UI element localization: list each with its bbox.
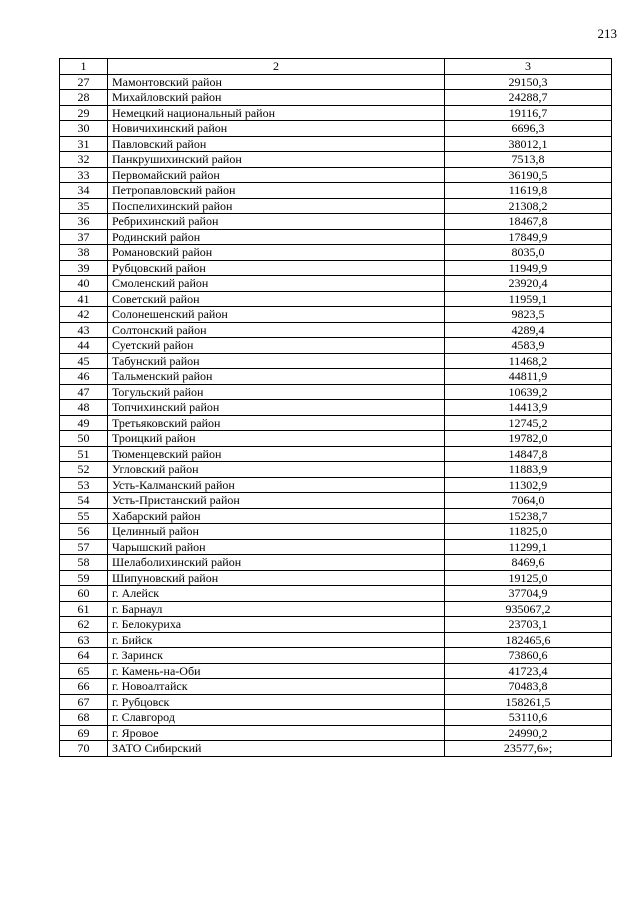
district-name-cell: Тогульский район — [108, 384, 445, 400]
row-number-cell: 32 — [60, 152, 108, 168]
amount-cell: 11959,1 — [445, 291, 612, 307]
district-name-cell: Первомайский район — [108, 167, 445, 183]
table-header-row — [60, 59, 612, 75]
district-name-cell: Немецкий национальный район — [108, 105, 445, 121]
district-name-cell: г. Славгород — [108, 710, 445, 726]
table-row — [60, 353, 612, 369]
table-row — [60, 121, 612, 137]
row-number-cell: 63 — [60, 632, 108, 648]
table-row — [60, 648, 612, 664]
district-name-cell: г. Белокуриха — [108, 617, 445, 633]
row-number-cell: 48 — [60, 400, 108, 416]
district-name-cell: Солонешенский район — [108, 307, 445, 323]
row-number-cell: 38 — [60, 245, 108, 261]
district-name-cell: Смоленский район — [108, 276, 445, 292]
table-row — [60, 710, 612, 726]
district-name-cell: Шелаболихинский район — [108, 555, 445, 571]
amount-cell: 11883,9 — [445, 462, 612, 478]
district-name-cell: Суетский район — [108, 338, 445, 354]
amount-cell: 935067,2 — [445, 601, 612, 617]
table-row — [60, 183, 612, 199]
row-number-cell: 39 — [60, 260, 108, 276]
row-number-cell: 36 — [60, 214, 108, 230]
amount-cell: 41723,4 — [445, 663, 612, 679]
amount-cell: 4289,4 — [445, 322, 612, 338]
district-name-cell: г. Барнаул — [108, 601, 445, 617]
district-name-cell: Панкрушихинский район — [108, 152, 445, 168]
amount-cell: 9823,5 — [445, 307, 612, 323]
table-row — [60, 586, 612, 602]
column-header-name: 2 — [108, 59, 445, 75]
row-number-cell: 68 — [60, 710, 108, 726]
amount-cell: 37704,9 — [445, 586, 612, 602]
amount-cell: 11825,0 — [445, 524, 612, 540]
row-number-cell: 42 — [60, 307, 108, 323]
amount-cell: 15238,7 — [445, 508, 612, 524]
table-row — [60, 741, 612, 757]
row-number-cell: 61 — [60, 601, 108, 617]
district-name-cell: Целинный район — [108, 524, 445, 540]
row-number-cell: 30 — [60, 121, 108, 137]
amount-cell: 23577,6»; — [445, 741, 612, 757]
district-name-cell: Табунский район — [108, 353, 445, 369]
row-number-cell: 37 — [60, 229, 108, 245]
table-row — [60, 74, 612, 90]
district-name-cell: Рубцовский район — [108, 260, 445, 276]
table-row — [60, 322, 612, 338]
row-number-cell: 58 — [60, 555, 108, 571]
table-row — [60, 384, 612, 400]
table-row — [60, 694, 612, 710]
page-number: 213 — [597, 26, 617, 41]
amount-cell: 7513,8 — [445, 152, 612, 168]
table-row — [60, 632, 612, 648]
district-name-cell: г. Алейск — [108, 586, 445, 602]
row-number-cell: 60 — [60, 586, 108, 602]
row-number-cell: 27 — [60, 74, 108, 90]
amount-cell: 70483,8 — [445, 679, 612, 695]
row-number-cell: 53 — [60, 477, 108, 493]
row-number-cell: 51 — [60, 446, 108, 462]
table-row — [60, 462, 612, 478]
row-number-cell: 43 — [60, 322, 108, 338]
row-number-cell: 56 — [60, 524, 108, 540]
amount-cell: 11302,9 — [445, 477, 612, 493]
district-name-cell: Романовский район — [108, 245, 445, 261]
row-number-cell: 28 — [60, 90, 108, 106]
table-row — [60, 555, 612, 571]
row-number-cell: 55 — [60, 508, 108, 524]
amount-cell: 182465,6 — [445, 632, 612, 648]
table-row — [60, 508, 612, 524]
amount-cell: 10639,2 — [445, 384, 612, 400]
row-number-cell: 45 — [60, 353, 108, 369]
row-number-cell: 66 — [60, 679, 108, 695]
row-number-cell: 35 — [60, 198, 108, 214]
table-row — [60, 725, 612, 741]
amount-cell: 14847,8 — [445, 446, 612, 462]
amount-cell: 18467,8 — [445, 214, 612, 230]
table-row — [60, 229, 612, 245]
district-name-cell: Усть-Пристанский район — [108, 493, 445, 509]
table-row — [60, 524, 612, 540]
district-name-cell: г. Яровое — [108, 725, 445, 741]
table-row — [60, 90, 612, 106]
district-name-cell: Чарышский район — [108, 539, 445, 555]
row-number-cell: 54 — [60, 493, 108, 509]
table-row — [60, 663, 612, 679]
district-name-cell: Третьяковский район — [108, 415, 445, 431]
district-name-cell: Топчихинский район — [108, 400, 445, 416]
district-name-cell: Ребрихинский район — [108, 214, 445, 230]
amount-cell: 23703,1 — [445, 617, 612, 633]
row-number-cell: 70 — [60, 741, 108, 757]
amount-cell: 19125,0 — [445, 570, 612, 586]
district-name-cell: Угловский район — [108, 462, 445, 478]
district-name-cell: Родинский район — [108, 229, 445, 245]
table-row — [60, 493, 612, 509]
table-body — [60, 74, 612, 756]
amount-cell: 12745,2 — [445, 415, 612, 431]
table-row — [60, 245, 612, 261]
row-number-cell: 33 — [60, 167, 108, 183]
row-number-cell: 57 — [60, 539, 108, 555]
table-row — [60, 477, 612, 493]
district-name-cell: г. Новоалтайск — [108, 679, 445, 695]
row-number-cell: 40 — [60, 276, 108, 292]
row-number-cell: 62 — [60, 617, 108, 633]
amount-cell: 19116,7 — [445, 105, 612, 121]
district-name-cell: Солтонский район — [108, 322, 445, 338]
district-name-cell: Шипуновский район — [108, 570, 445, 586]
table-row — [60, 136, 612, 152]
row-number-cell: 64 — [60, 648, 108, 664]
column-header-number: 1 — [60, 59, 108, 75]
district-name-cell: г. Рубцовск — [108, 694, 445, 710]
district-name-cell: Троицкий район — [108, 431, 445, 447]
table-row — [60, 400, 612, 416]
table-row — [60, 570, 612, 586]
amount-cell: 29150,3 — [445, 74, 612, 90]
row-number-cell: 44 — [60, 338, 108, 354]
amount-cell: 6696,3 — [445, 121, 612, 137]
table-row — [60, 617, 612, 633]
row-number-cell: 59 — [60, 570, 108, 586]
table-row — [60, 539, 612, 555]
amount-cell: 21308,2 — [445, 198, 612, 214]
district-name-cell: Мамонтовский район — [108, 74, 445, 90]
amount-cell: 4583,9 — [445, 338, 612, 354]
amount-cell: 14413,9 — [445, 400, 612, 416]
district-name-cell: Советский район — [108, 291, 445, 307]
table-row — [60, 105, 612, 121]
row-number-cell: 41 — [60, 291, 108, 307]
district-name-cell: Михайловский район — [108, 90, 445, 106]
row-number-cell: 29 — [60, 105, 108, 121]
amount-cell: 36190,5 — [445, 167, 612, 183]
district-name-cell: г. Заринск — [108, 648, 445, 664]
table-row — [60, 446, 612, 462]
district-name-cell: Хабарский район — [108, 508, 445, 524]
district-name-cell: Поспелихинский район — [108, 198, 445, 214]
table-row — [60, 415, 612, 431]
table-row — [60, 167, 612, 183]
amount-cell: 11468,2 — [445, 353, 612, 369]
row-number-cell: 67 — [60, 694, 108, 710]
row-number-cell: 69 — [60, 725, 108, 741]
row-number-cell: 65 — [60, 663, 108, 679]
amount-cell: 11619,8 — [445, 183, 612, 199]
row-number-cell: 31 — [60, 136, 108, 152]
amount-cell: 17849,9 — [445, 229, 612, 245]
row-number-cell: 52 — [60, 462, 108, 478]
amount-cell: 8035,0 — [445, 245, 612, 261]
column-header-value: 3 — [445, 59, 612, 75]
district-name-cell: г. Камень-на-Оби — [108, 663, 445, 679]
amount-cell: 19782,0 — [445, 431, 612, 447]
amount-cell: 158261,5 — [445, 694, 612, 710]
table-row — [60, 338, 612, 354]
amount-cell: 23920,4 — [445, 276, 612, 292]
amount-cell: 73860,6 — [445, 648, 612, 664]
row-number-cell: 34 — [60, 183, 108, 199]
district-name-cell: Петропавловский район — [108, 183, 445, 199]
row-number-cell: 50 — [60, 431, 108, 447]
table-row — [60, 214, 612, 230]
district-name-cell: Павловский район — [108, 136, 445, 152]
table-row — [60, 431, 612, 447]
table-row — [60, 369, 612, 385]
table-row — [60, 291, 612, 307]
amount-cell: 24990,2 — [445, 725, 612, 741]
amount-cell: 8469,6 — [445, 555, 612, 571]
table-row — [60, 601, 612, 617]
district-name-cell: Новичихинский район — [108, 121, 445, 137]
district-name-cell: г. Бийск — [108, 632, 445, 648]
district-name-cell: ЗАТО Сибирский — [108, 741, 445, 757]
district-name-cell: Тюменцевский район — [108, 446, 445, 462]
district-name-cell: Тальменский район — [108, 369, 445, 385]
data-table — [59, 58, 612, 757]
amount-cell: 38012,1 — [445, 136, 612, 152]
table-row — [60, 679, 612, 695]
row-number-cell: 47 — [60, 384, 108, 400]
amount-cell: 11949,9 — [445, 260, 612, 276]
row-number-cell: 49 — [60, 415, 108, 431]
table-row — [60, 260, 612, 276]
amount-cell: 24288,7 — [445, 90, 612, 106]
table-row — [60, 198, 612, 214]
district-name-cell: Усть-Калманский район — [108, 477, 445, 493]
table-row — [60, 276, 612, 292]
amount-cell: 44811,9 — [445, 369, 612, 385]
row-number-cell: 46 — [60, 369, 108, 385]
table-row — [60, 152, 612, 168]
table-header — [60, 59, 612, 75]
amount-cell: 11299,1 — [445, 539, 612, 555]
amount-cell: 7064,0 — [445, 493, 612, 509]
table-row — [60, 307, 612, 323]
amount-cell: 53110,6 — [445, 710, 612, 726]
